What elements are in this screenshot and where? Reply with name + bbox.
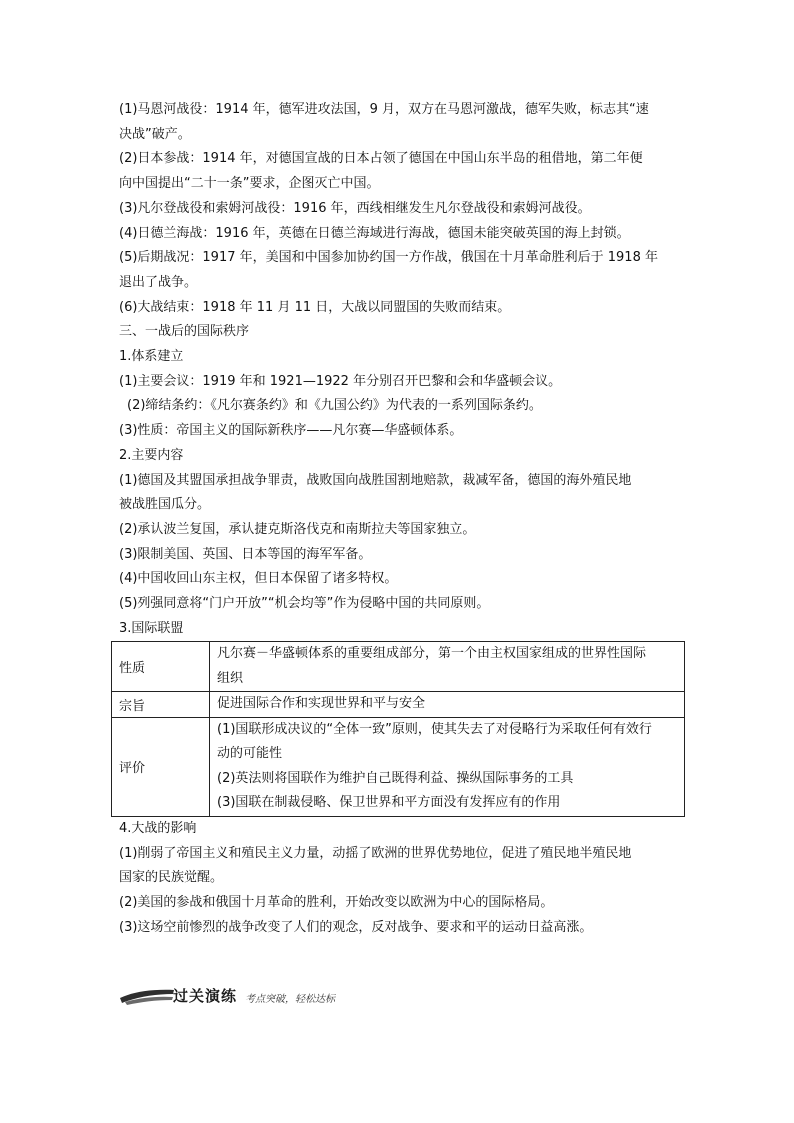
- text-line: (4)日德兰海战：1916 年，英德在日德兰海域进行海战，德国未能突破英国的海上封锁。: [119, 225, 630, 241]
- table-cell-line: 组织: [217, 670, 244, 686]
- table-row-content: [210, 692, 685, 718]
- table-cell-line: (3)国联在制裁侵略、保卫世界和平方面没有发挥应有的作用: [217, 795, 561, 811]
- document-body: [119, 98, 687, 940]
- text-line: 1.体系建立: [119, 349, 184, 365]
- banner-title: 过关演练: [173, 987, 238, 1005]
- text-line: (3)凡尔登战役和索姆河战役：1916 年，西线相继发生凡尔登战役和索姆河战役。: [119, 200, 591, 216]
- table-row-content: [210, 642, 685, 692]
- text-line: (3)性质：帝国主义的国际新秩序——凡尔赛—华盛顿体系。: [119, 423, 463, 439]
- text-line: 向中国提出“二十一条”要求，企图灭亡中国。: [119, 176, 380, 192]
- text-line: (2)缔结条约：《凡尔赛条约》和《九国公约》为代表的一系列国际条约。: [127, 398, 542, 414]
- table-row-content: [210, 717, 685, 816]
- text-line: (1)主要会议：1919 年和 1921—1922 年分别召开巴黎和会和华盛顿会议。: [119, 373, 562, 389]
- text-line: 2.主要内容: [119, 447, 184, 463]
- text-line: (2)美国的参战和俄国十月革命的胜利，开始改变以欧洲为中心的国际格局。: [119, 895, 554, 911]
- table-row: [112, 692, 685, 718]
- league-of-nations-table: [111, 641, 685, 817]
- text-line: 退出了战争。: [119, 274, 198, 290]
- text-line: (5)后期战况：1917 年，美国和中国参加协约国一方作战，俄国在十月革命胜利后于 1918 年: [119, 250, 658, 266]
- text-line: (1)德国及其盟国承担战争罪责，战败国向战胜国割地赔款，裁减军备，德国的海外殖民地: [119, 472, 632, 488]
- banner-subtitle: 考点突破，轻松达标: [245, 994, 335, 1005]
- text-line: 三、一战后的国际秩序: [119, 324, 250, 340]
- text-line: (2)承认波兰复国，承认捷克斯洛伐克和南斯拉夫等国家独立。: [119, 521, 476, 537]
- table-cell-line: 凡尔赛－华盛顿体系的重要组成部分，第一个由主权国家组成的世界性国际: [217, 646, 647, 662]
- text-line: (2)日本参战：1914 年，对德国宣战的日本占领了德国在中国山东半岛的租借地，第二年便: [119, 151, 643, 167]
- text-line: (3)限制美国、英国、日本等国的海军军备。: [119, 546, 372, 562]
- text-line: 3.国际联盟: [119, 620, 184, 636]
- table-cell-line: 动的可能性: [217, 746, 283, 762]
- table-cell-line: 促进国际合作和实现世界和平与安全: [217, 696, 426, 712]
- table-row: [112, 642, 685, 692]
- text-line: (4)中国收回山东主权，但日本保留了诸多特权。: [119, 571, 398, 587]
- table-cell-line: (1)国联形成决议的“全体一致”原则，使其失去了对侵略行为采取任何有效行: [217, 721, 652, 737]
- practice-banner: [119, 984, 349, 1008]
- text-line: 国家的民族觉醒。: [119, 870, 224, 886]
- text-line: (1)削弱了帝国主义和殖民主义力量，动摇了欧洲的世界优势地位，促进了殖民地半殖民地: [119, 845, 632, 861]
- table-cell-line: (2)英法则将国联作为维护自己既得利益、操纵国际事务的工具: [217, 770, 574, 786]
- text-block-war-and-order: [119, 98, 687, 641]
- table-row: [112, 717, 685, 816]
- text-line: (6)大战结束：1918 年 11 月 11 日，大战以同盟国的失败而结束。: [119, 299, 511, 315]
- table-row-label: 评价: [112, 717, 210, 816]
- text-line: 4.大战的影响: [119, 820, 197, 836]
- wing-swoosh-icon: [119, 984, 175, 1008]
- text-line: (5)列强同意将“门户开放”“机会均等”作为侵略中国的共同原则。: [119, 596, 490, 612]
- table-row-label: 宗旨: [112, 692, 210, 718]
- text-line: 决战”破产。: [119, 126, 191, 142]
- text-line: 被战胜国瓜分。: [119, 497, 211, 513]
- text-line: (3)这场空前惨烈的战争改变了人们的观念，反对战争、要求和平的运动日益高涨。: [119, 919, 593, 935]
- text-block-war-impact: [119, 817, 687, 941]
- text-line: (1)马恩河战役：1914 年，德军进攻法国，9 月，双方在马恩河激战，德军失败，标志其“速: [119, 102, 649, 117]
- table-row-label: 性质: [112, 642, 210, 692]
